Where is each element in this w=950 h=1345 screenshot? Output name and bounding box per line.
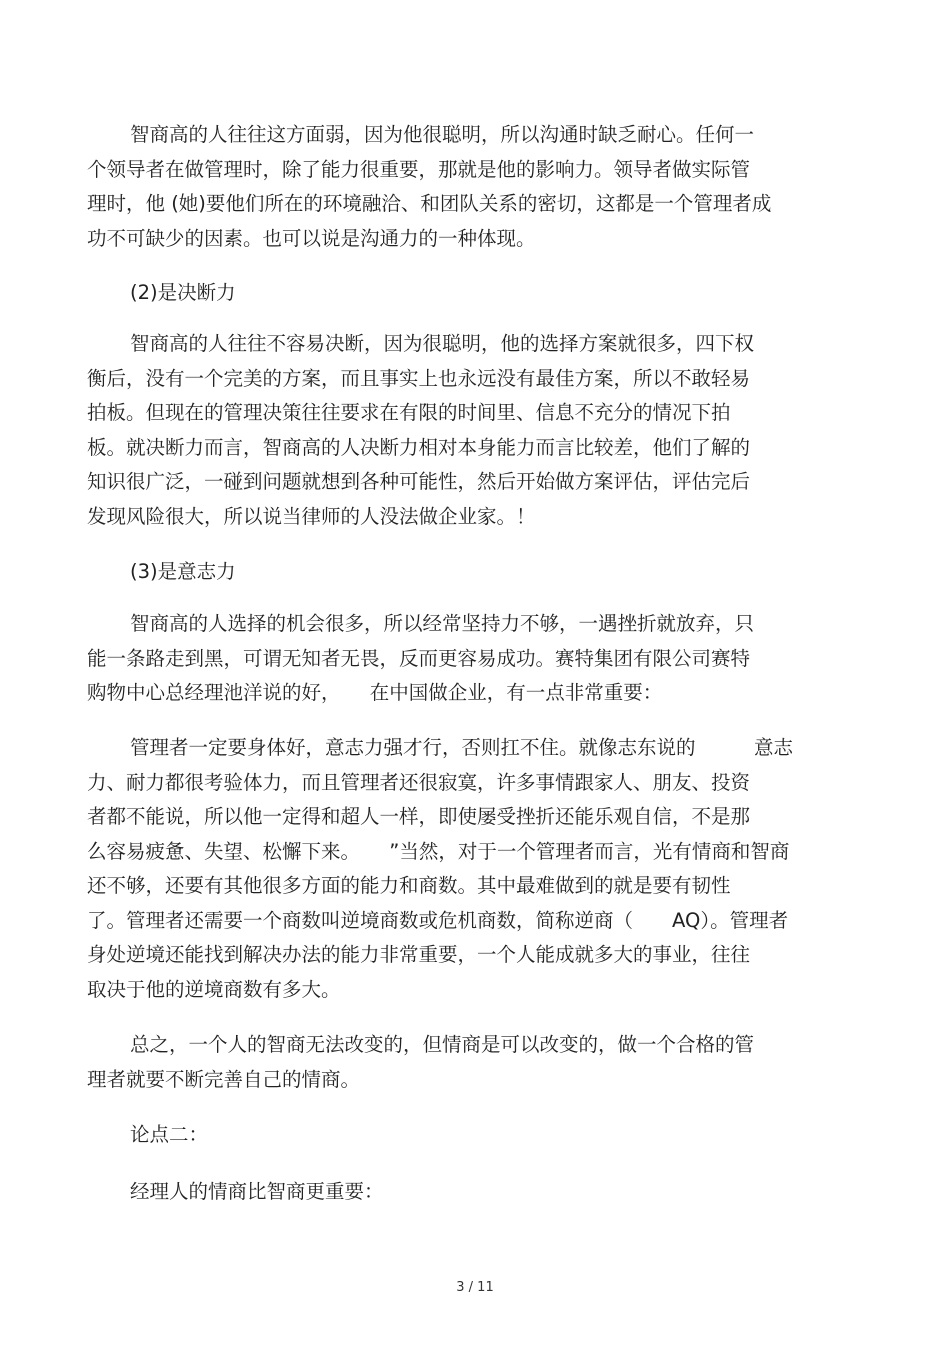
paragraph-line: 智商高的人往往不容易决断，因为很聪明，他的选择方案就很多，四下权 xyxy=(130,332,755,355)
paragraph-line: 板。就决断力而言，智商高的人决断力相对本身能力而言比较差，他们了解的 xyxy=(87,435,751,459)
paragraph-line: 身处逆境还能找到解决办法的能力非常重要，一个人能成就多大的事业，往往 xyxy=(87,943,751,966)
paragraph-line: 力、耐力都很考验体力，而且管理者还很寂寞，许多事情跟家人、朋友、投资 xyxy=(87,770,751,794)
paragraph-line: 管理者一定要身体好，意志力强才行，否则扛不住。就像志东说的 意志 xyxy=(130,736,794,759)
paragraph-line: 理者就要不断完善自己的情商。 xyxy=(87,1067,361,1091)
paragraph-line: 智商高的人选择的机会很多，所以经常坚持力不够，一遇挫折就放弃，只 xyxy=(130,612,755,635)
page-number: 3 / 11 xyxy=(456,1280,494,1295)
paragraph xyxy=(87,1118,847,1153)
paragraph xyxy=(87,327,847,534)
paragraph-line: 经理人的情商比智商更重要： xyxy=(130,1180,384,1203)
paragraph-line: 智商高的人往往这方面弱，因为他很聪明，所以沟通时缺乏耐心。任何一 xyxy=(130,123,755,146)
paragraph-line: 理时，他 (她)要他们所在的环境融洽、和团队关系的密切，这都是一个管理者成 xyxy=(87,192,772,215)
paragraph-line: 还不够，还要有其他很多方面的能力和商数。其中最难做到的就是要有韧性 xyxy=(87,874,731,897)
paragraph-line: 能一条路走到黑，可谓无知者无畏，反而更容易成功。赛特集团有限公司赛特 xyxy=(87,646,751,670)
paragraph-line: 知识很广泛，一碰到问题就想到各种可能性，然后开始做方案评估，评估完后 xyxy=(87,470,751,493)
paragraph-line: 衡后，没有一个完美的方案，而且事实上也永远没有最佳方案，所以不敢轻易 xyxy=(87,366,751,390)
paragraph-line: 者都不能说，所以他一定得和超人一样，即使屡受挫折还能乐观自信，不是那 xyxy=(87,805,751,828)
paragraph-line: 论点二： xyxy=(130,1123,209,1146)
paragraph-line: 发现风险很大，所以说当律师的人没法做企业家。！ xyxy=(87,504,536,528)
paragraph-line: 拍板。但现在的管理决策往往要求在有限的时间里、信息不充分的情况下拍 xyxy=(87,401,731,424)
paragraph xyxy=(87,1175,847,1210)
paragraph xyxy=(87,118,847,256)
paragraph-line: 了。管理者还需要一个商数叫逆境商数或危机商数，简称逆商（ AQ）。管理者 xyxy=(87,908,789,932)
paragraph-line: 功不可缺少的因素。也可以说是沟通力的一种体现。 xyxy=(87,226,536,250)
paragraph-line: 个领导者在做管理时，除了能力很重要，那就是他的影响力。领导者做实际管 xyxy=(87,157,751,181)
paragraph-line: 总之，一个人的智商无法改变的，但情商是可以改变的，做一个合格的管 xyxy=(130,1033,755,1056)
paragraph xyxy=(87,731,847,1007)
paragraph-line: 取决于他的逆境商数有多大。 xyxy=(87,977,341,1001)
paragraph xyxy=(87,276,847,311)
paragraph-line: (3)是意志力 xyxy=(130,560,236,583)
paragraph xyxy=(87,1028,847,1097)
paragraph xyxy=(87,555,847,590)
paragraph-line: (2)是决断力 xyxy=(130,281,236,304)
paragraph-line: 么容易疲惫、失望、松懈下来。 ”当然，对于一个管理者而言，光有情商和智商 xyxy=(87,839,790,863)
paragraph-line: 购物中心总经理池洋说的好， 在中国做企业，有一点非常重要： xyxy=(87,681,663,704)
paragraph xyxy=(87,607,847,711)
